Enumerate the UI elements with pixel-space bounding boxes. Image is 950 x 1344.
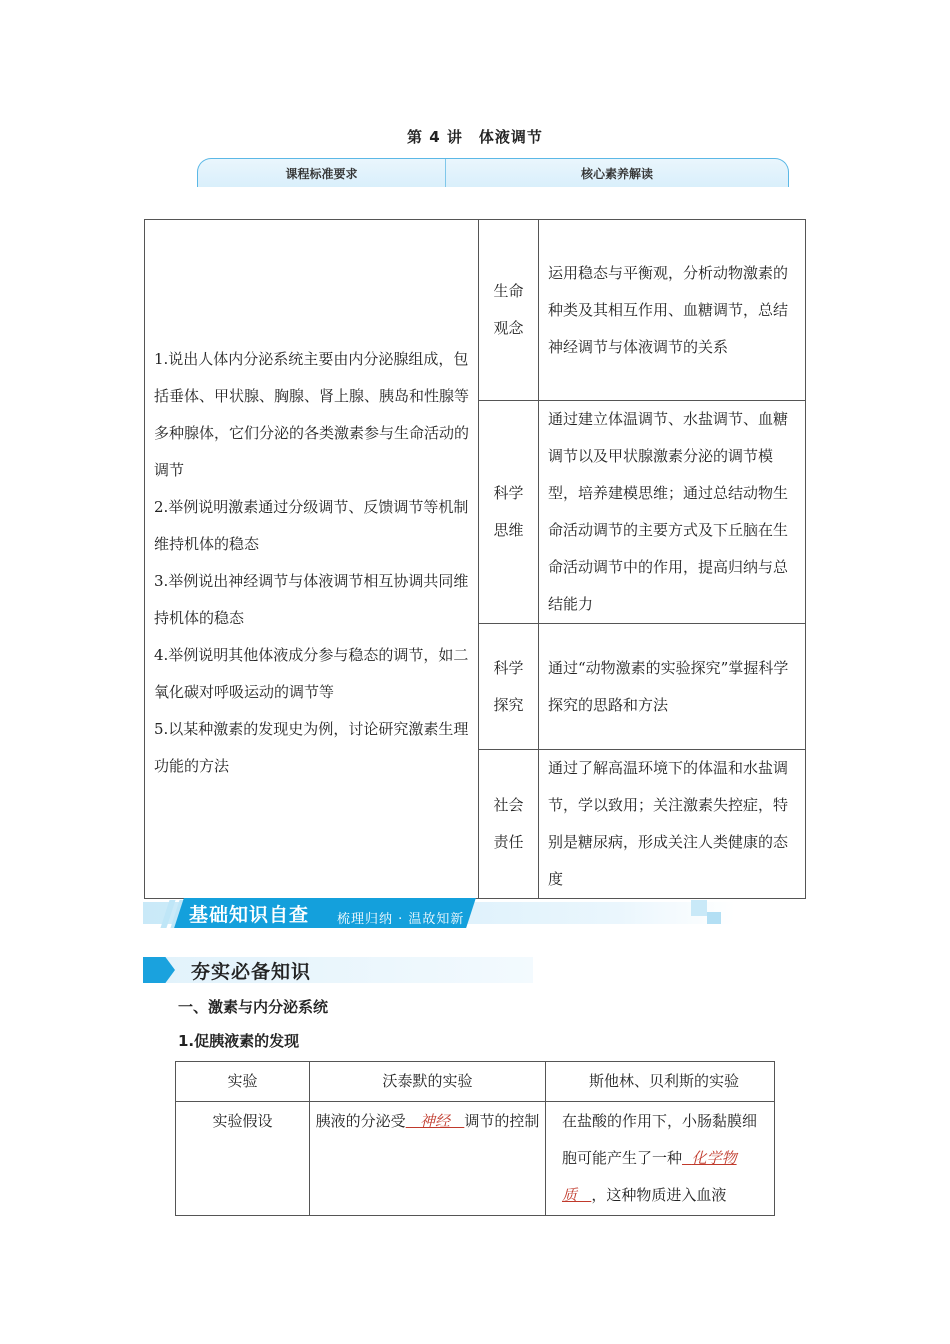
section-banner — [143, 898, 735, 930]
standard-item: 2.举例说明激素通过分级调节、反馈调节等机制维持机体的稳态 — [154, 498, 469, 553]
standard-item: 3.举例说出神经调节与体液调节相互协调共同维持机体的稳态 — [154, 572, 469, 627]
literacy-name: 生命 观念 — [479, 220, 539, 401]
literacy-name: 科学 探究 — [479, 624, 539, 750]
section-heading: 夯实必备知识 — [143, 957, 533, 983]
table-header-cell: 沃泰默的实验 — [310, 1062, 546, 1102]
literacy-text: 通过了解高温环境下的体温和水盐调节，学以致用；关注激素失控症，特别是糖尿病，形成关注人类健康的态度 — [539, 750, 806, 899]
literacy-name: 科学 思维 — [479, 401, 539, 624]
row-label: 实验假设 — [176, 1102, 310, 1216]
answer-blank: 神经 — [419, 1112, 450, 1130]
standard-item: 5.以某种激素的发现史为例，讨论研究激素生理功能的方法 — [154, 720, 469, 775]
table-header-cell: 实验 — [176, 1062, 310, 1102]
hypothesis-wotaimo: 胰液的分泌受 神经 调节的控制 — [310, 1102, 546, 1216]
literacy-text: 通过建立体温调节、水盐调节、血糖调节以及甲状腺激素分泌的调节模型，培养建模思维；通过总结动物生命活动调节的主要方式及下丘脑在生命活动调节中的作用，提高归纳与总结能力 — [539, 401, 806, 624]
header-standards: 课程标准要求 — [198, 159, 446, 187]
literacy-name: 社会 责任 — [479, 750, 539, 899]
literacy-text: 运用稳态与平衡观，分析动物激素的种类及其相互作用、血糖调节，总结神经调节与体液调节的关系 — [539, 220, 806, 401]
header-literacy: 核心素养解读 — [580, 166, 653, 181]
table-header-bar — [197, 158, 789, 187]
table-header-cell: 斯他林、贝利斯的实验 — [546, 1062, 775, 1102]
standard-item: 1.说出人体内分泌系统主要由内分泌腺组成，包括垂体、甲状腺、胸腺、肾上腺、胰岛和性腺等多种腺体，它们分泌的各类激素参与生命活动的调节 — [154, 350, 470, 479]
standards-table — [144, 219, 806, 899]
banner-title: 基础知识自查 — [189, 904, 310, 926]
hypothesis-starling: 在盐酸的作用下，小肠黏膜细胞可能产生了一种 化学物质 ，这种物质进入血液 — [546, 1102, 775, 1216]
literacy-text: 通过“动物激素的实验探究”掌握科学探究的思路和方法 — [539, 624, 806, 750]
arrow-icon — [143, 957, 175, 983]
banner-subtitle: 梳理归纳 · 温故知新 — [337, 912, 465, 927]
heading-level-1: 一、激素与内分泌系统 — [178, 998, 329, 1016]
heading-level-2: 1.促胰液素的发现 — [178, 1032, 300, 1050]
standard-item: 4.举例说明其他体液成分参与稳态的调节，如二氧化碳对呼吸运动的调节等 — [154, 646, 469, 701]
page-title: 第 4 讲 体液调节 — [407, 128, 543, 146]
standards-cell — [145, 220, 479, 899]
answer-blank: 化学物质 — [562, 1149, 737, 1204]
experiment-table — [175, 1061, 775, 1216]
